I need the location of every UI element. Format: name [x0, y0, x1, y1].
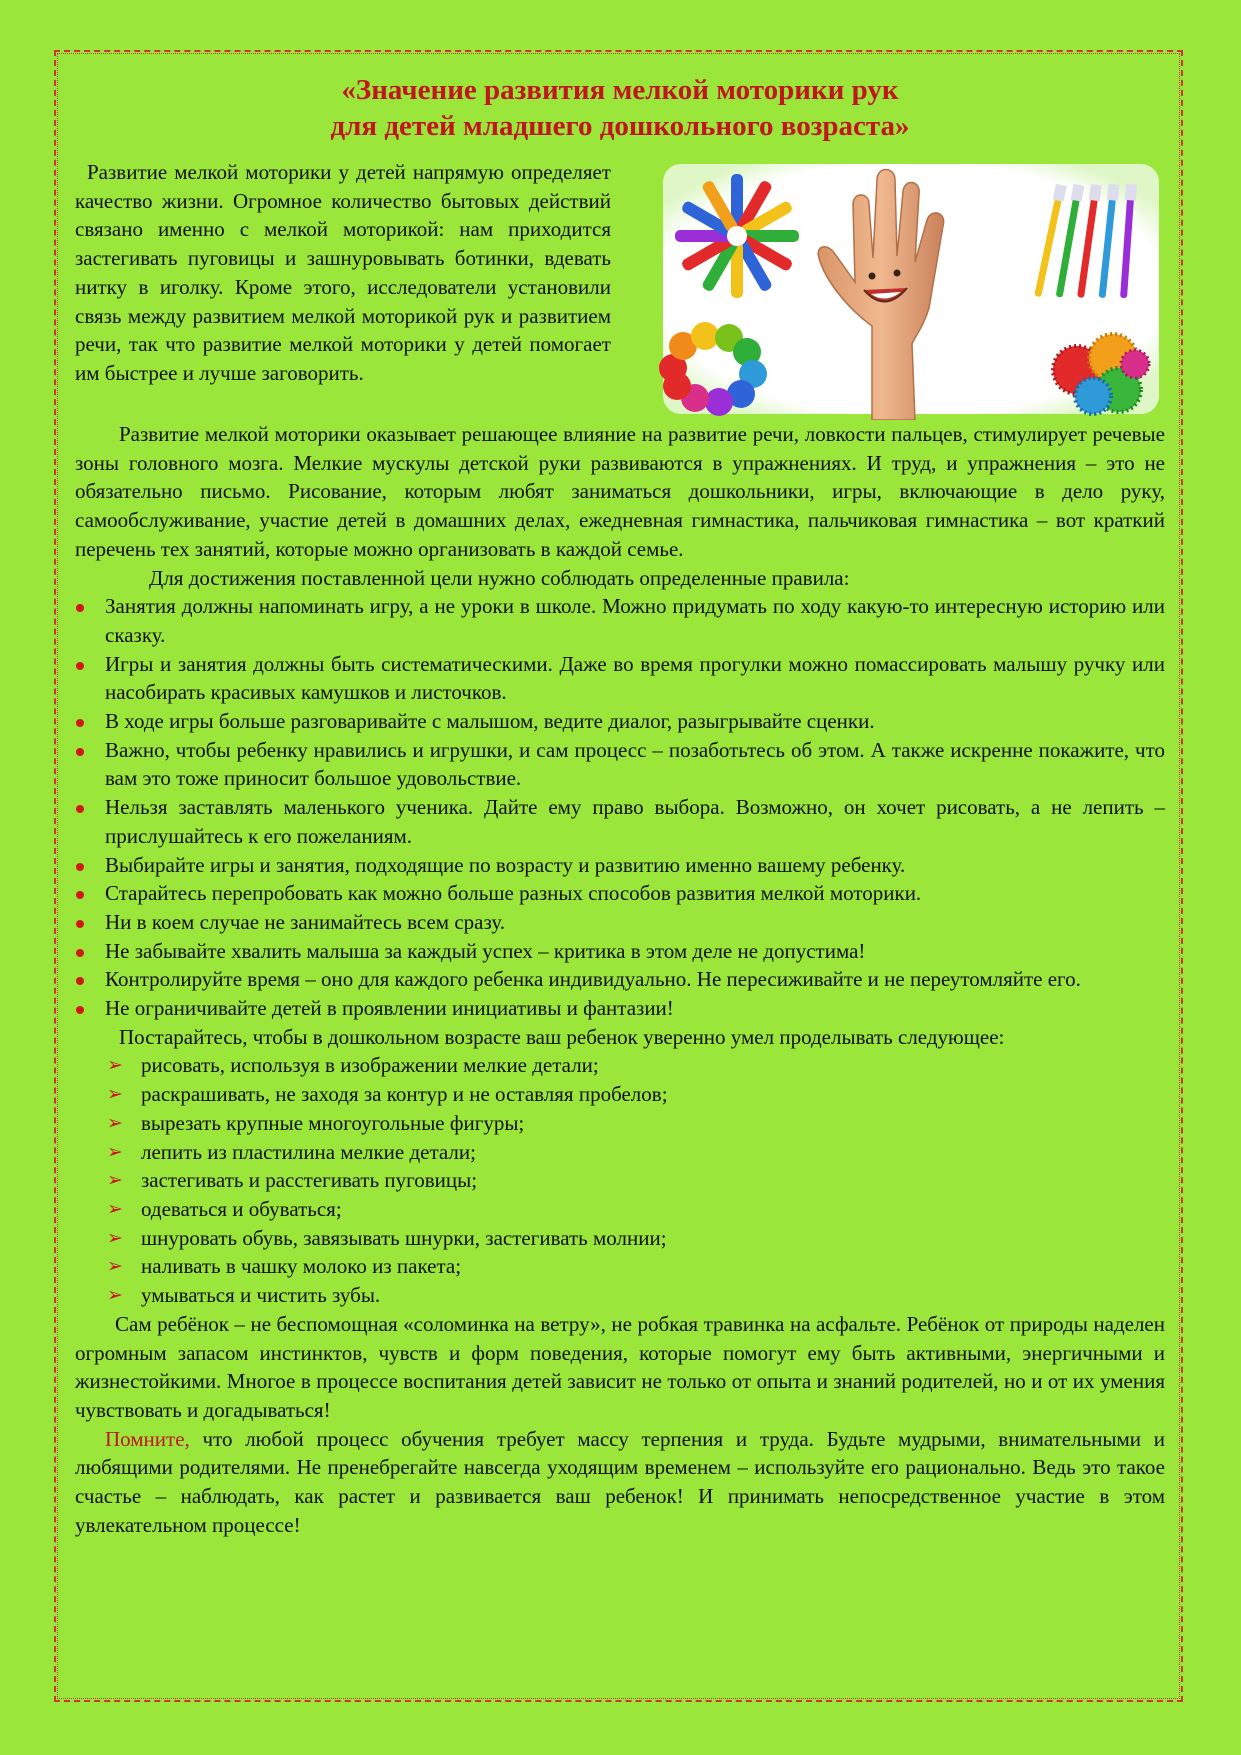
collage-image	[657, 158, 1165, 420]
list-item: ➢ одеваться и обуваться;	[75, 1195, 1165, 1224]
closing-paragraph	[75, 1425, 1165, 1540]
list-item: Выбирайте игры и занятия, подходящие по возрасту и развитию именно вашему ребенку.	[75, 851, 1165, 880]
list-item: Контролируйте время – оно для каждого ребенка индивидуально. Не пересиживайте и не переутомляйте его.	[75, 965, 1165, 994]
list-item: Важно, чтобы ребенку нравились и игрушки, и сам процесс – позаботьтесь об этом. А также искренне покажите, что вам это тоже приносит большое удовольствие.	[75, 736, 1165, 793]
red-dot-icon	[76, 977, 84, 985]
list-item: В ходе игры больше разговаривайте с малышом, ведите диалог, разыгрывайте сценки.	[75, 707, 1165, 736]
paragraph-speech-development: Развитие мелкой моторики оказывает решающее влияние на развитие речи, ловкости пальцев, стимулирует речевые зоны головного мозга. Мелкие мускулы детской руки развиваются в упражнениях. И труд, и упражнения – это не обязательно письмо. Рисование, которым любят заниматься дошкольники, игры, включающие в дело руку, самообслуживание, участие детей в домашних делах, ежедневная гимнастика, пальчиковая гимнастика – вот краткий перечень тех занятий, которые можно организовать в каждой семье.	[75, 422, 1165, 561]
red-dot-icon	[76, 949, 84, 957]
list-item: Старайтесь перепробовать как можно больше разных способов развития мелкой моторики.	[75, 879, 1165, 908]
fine-motor-skills-collage	[657, 158, 1165, 420]
red-dot-icon	[76, 863, 84, 871]
list-item: ➢ вырезать крупные многоугольные фигуры;	[75, 1109, 1165, 1138]
skills-lead: Постарайтесь, чтобы в дошкольном возрасте ваш ребенок уверенно умел проделывать следующее:	[119, 1024, 1005, 1049]
closing-text: что любой процесс обучения требует массу терпения и труда. Будьте мудрыми, внимательными и любящими родителями. Не пренебрегайте навсегда уходящим временем – используйте его рационально. Ведь это такое счастье – наблюдать, как растет и развивается ваш ребенок! И принимать непосредственное участие в этом увлекательном процессе!	[75, 1426, 1165, 1537]
red-dot-icon	[76, 719, 84, 727]
red-dot-icon	[76, 748, 84, 756]
red-dot-icon	[76, 805, 84, 813]
red-arrow-icon: ➢	[107, 1284, 123, 1307]
list-item: Игры и занятия должны быть систематическими. Даже во время прогулки можно помассировать малышу ручку или насобирать красивых камушков и листочков.	[75, 650, 1165, 707]
list-item: ➢ лепить из пластилина мелкие детали;	[75, 1138, 1165, 1167]
red-dot-icon	[76, 1006, 84, 1014]
skills-list	[75, 1051, 1165, 1309]
list-item: Занятия должны напоминать игру, а не уроки в школе. Можно придумать по ходу какую-то интересную историю или сказку.	[75, 592, 1165, 649]
red-arrow-icon: ➢	[107, 1111, 123, 1134]
title-line-2: для детей младшего дошкольного возраста»	[330, 110, 910, 142]
red-arrow-icon: ➢	[107, 1197, 123, 1220]
red-dot-icon	[76, 920, 84, 928]
list-item: ➢ шнуровать обувь, завязывать шнурки, застегивать молнии;	[75, 1224, 1165, 1253]
document-title	[75, 72, 1165, 144]
list-item: Ни в коем случае не занимайтесь всем сразу.	[75, 908, 1165, 937]
rules-lead: Для достижения поставленной цели нужно соблюдать определенные правила:	[149, 565, 850, 590]
red-dot-icon	[76, 662, 84, 670]
document-body	[75, 72, 1165, 1539]
remember-highlight: Помните,	[105, 1426, 190, 1451]
intro-paragraph: Развитие мелкой моторики у детей напрямую определяет качество жизни. Огромное количество бытовых действий связано именно с мелкой моторикой: нам приходится застегивать пуговицы и зашнуровывать ботинки, вдевать нитку в иголку. Кроме этого, исследователи установили связь между развитием мелкой моторикой рук и развитием речи, так что развитие мелкой моторики у детей помогает им быстрее и лучше заговорить.	[75, 160, 611, 385]
list-item: ➢ раскрашивать, не заходя за контур и не оставляя пробелов;	[75, 1080, 1165, 1109]
red-dot-icon	[76, 891, 84, 899]
red-dot-icon	[76, 604, 84, 612]
list-item: Не ограничивайте детей в проявлении инициативы и фантазии!	[75, 994, 1165, 1023]
red-arrow-icon: ➢	[107, 1054, 123, 1077]
rules-list	[75, 592, 1165, 1023]
red-arrow-icon: ➢	[107, 1083, 123, 1106]
red-arrow-icon: ➢	[107, 1140, 123, 1163]
title-line-1: «Значение развития мелкой моторики рук	[341, 74, 899, 106]
list-item: ➢ умываться и чистить зубы.	[75, 1281, 1165, 1310]
paragraph-child-nature: Сам ребёнок – не беспомощная «соломинка на ветру», не робкая травинка на асфальте. Ребёнок от природы наделен огромным запасом инстинктов, чувств и форм поведения, которые помогут ему быть активными, энергичными и жизнестойкими. Многое в процессе воспитания детей зависит не только от опыта и знаний родителей, но и от их умения чувствовать и догадываться!	[75, 1311, 1165, 1422]
list-item: ➢ наливать в чашку молоко из пакета;	[75, 1252, 1165, 1281]
list-item: ➢ застегивать и расстегивать пуговицы;	[75, 1166, 1165, 1195]
red-arrow-icon: ➢	[107, 1226, 123, 1249]
list-item: Не забывайте хвалить малыша за каждый успех – критика в этом деле не допустима!	[75, 937, 1165, 966]
red-arrow-icon: ➢	[107, 1255, 123, 1278]
list-item: ➢ рисовать, используя в изображении мелкие детали;	[75, 1051, 1165, 1080]
red-arrow-icon: ➢	[107, 1169, 123, 1192]
list-item: Нельзя заставлять маленького ученика. Дайте ему право выбора. Возможно, он хочет рисовать, а не лепить – прислушайтесь к его пожеланиям.	[75, 793, 1165, 850]
